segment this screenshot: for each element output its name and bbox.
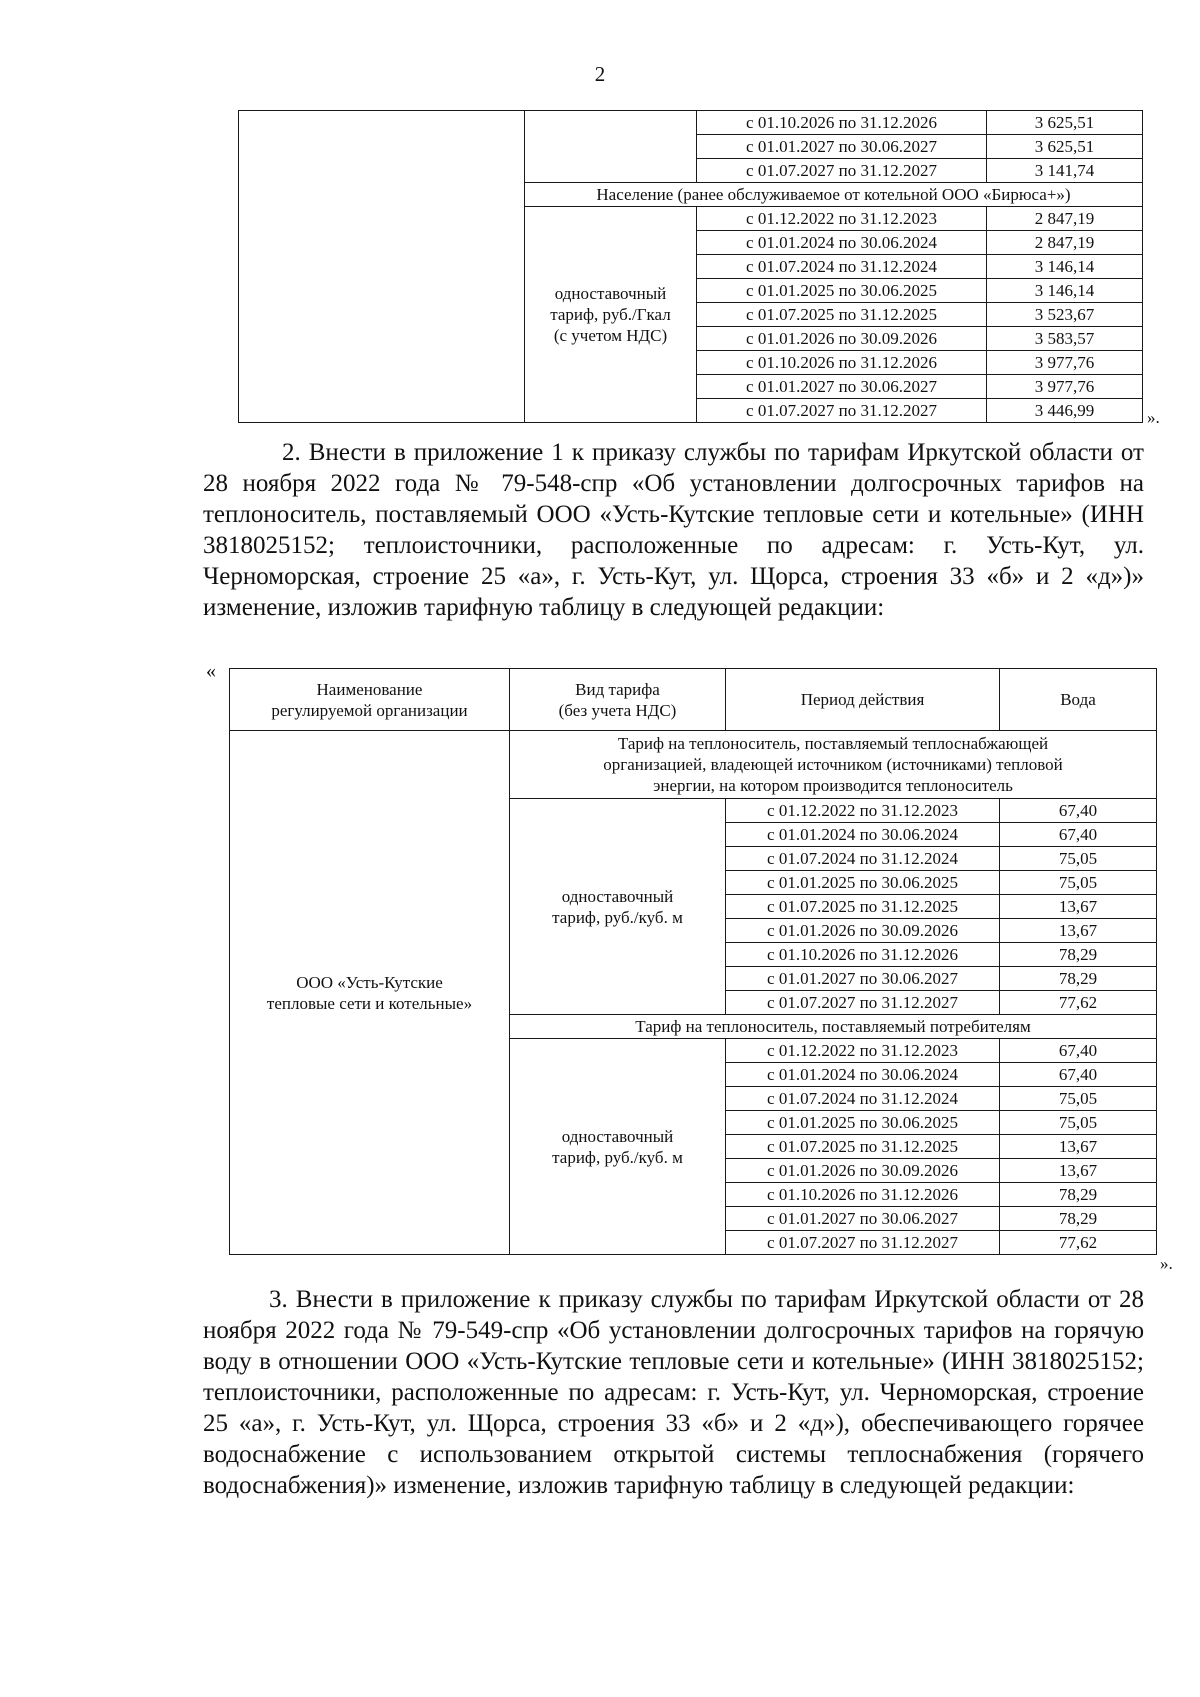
period-cell: с 01.12.2022 по 31.12.2023 xyxy=(726,1039,1000,1063)
period-cell: с 01.10.2026 по 31.12.2026 xyxy=(726,943,1000,967)
org-name-cell xyxy=(230,731,510,1255)
value-cell: 67,40 xyxy=(1000,823,1157,847)
period-cell: с 01.12.2022 по 31.12.2023 xyxy=(697,207,987,231)
value-cell: 3 446,99 xyxy=(987,399,1143,423)
period-cell: с 01.01.2027 по 30.06.2027 xyxy=(697,135,987,159)
value-cell: 67,40 xyxy=(1000,1039,1157,1063)
tariff-table-heat xyxy=(238,110,1143,423)
value-cell: 78,29 xyxy=(1000,1183,1157,1207)
section-row xyxy=(230,731,1157,799)
period-cell: с 01.07.2024 по 31.12.2024 xyxy=(697,255,987,279)
period-cell: с 01.01.2025 по 30.06.2025 xyxy=(726,871,1000,895)
paragraph-3: 3. Внести в приложение к приказу службы по тарифам Иркутской области от 28 ноября 2022 года № 79-549-спр «Об установлении долгосрочных тарифов на горячую воду в отношении ООО «Усть-Кутские тепловые сети и котельные» (ИНН 3818025152; теплоисточники, расположенные по адресам: г. Усть-Кут, ул. Черноморская, строение 25 «а», г. Усть-Кут, ул. Щорса, строения 33 «б» и 2 «д»), обеспечивающего горячее водоснабжение с использованием открытой системы теплоснабжения (горячего водоснабжения)» изменение, изложив тарифную таблицу в следующей редакции: xyxy=(203,1286,1144,1499)
section-title-2: Тариф на теплоноситель, поставляемый потребителям xyxy=(510,1015,1157,1039)
tariff-type-cell xyxy=(510,1039,726,1255)
value-cell: 78,29 xyxy=(1000,967,1157,991)
value-cell: 2 847,19 xyxy=(987,231,1143,255)
org-cell-empty xyxy=(239,111,525,423)
value-cell: 75,05 xyxy=(1000,1111,1157,1135)
tariff-table-heat-carrier xyxy=(229,668,1157,1255)
tariff-type-line: одноставочный xyxy=(561,886,674,906)
period-cell: с 01.01.2026 по 30.09.2026 xyxy=(726,919,1000,943)
header-period: Период действия xyxy=(726,669,1000,731)
period-cell: с 01.01.2027 по 30.06.2027 xyxy=(726,967,1000,991)
value-cell: 75,05 xyxy=(1000,871,1157,895)
tariff-type-line: одноставочный xyxy=(561,1126,674,1146)
header-type-line: (без учета НДС) xyxy=(558,700,677,720)
header-org-line: Наименование xyxy=(316,679,423,699)
value-cell: 77,62 xyxy=(1000,1231,1157,1255)
period-cell: с 01.01.2024 по 30.06.2024 xyxy=(726,823,1000,847)
section-title-1 xyxy=(510,731,1157,799)
section-title-population: Население (ранее обслуживаемое от котельной ООО «Бирюса+») xyxy=(525,183,1143,207)
period-cell: с 01.01.2025 по 30.06.2025 xyxy=(697,279,987,303)
tariff-type-line: (с учетом НДС) xyxy=(553,326,668,345)
value-cell: 13,67 xyxy=(1000,919,1157,943)
period-cell: с 01.01.2024 по 30.06.2024 xyxy=(697,231,987,255)
tariff-type-line: тариф, руб./Гкал xyxy=(550,305,671,324)
type-cell-empty xyxy=(525,111,697,183)
tariff-type-line: одноставочный xyxy=(554,284,667,303)
period-cell: с 01.01.2026 по 30.09.2026 xyxy=(726,1159,1000,1183)
page-number: 2 xyxy=(594,62,606,86)
value-cell: 13,67 xyxy=(1000,895,1157,919)
tariff-type-line: тариф, руб./куб. м xyxy=(552,907,683,927)
value-cell: 3 977,76 xyxy=(987,375,1143,399)
opening-quote-table2: « xyxy=(206,660,216,682)
period-cell: с 01.12.2022 по 31.12.2023 xyxy=(726,799,1000,823)
period-cell: с 01.07.2025 по 31.12.2025 xyxy=(726,1135,1000,1159)
value-cell: 3 977,76 xyxy=(987,351,1143,375)
value-cell: 78,29 xyxy=(1000,1207,1157,1231)
table-row xyxy=(239,111,1143,135)
period-cell: с 01.07.2027 по 31.12.2027 xyxy=(726,991,1000,1015)
period-cell: с 01.01.2024 по 30.06.2024 xyxy=(726,1063,1000,1087)
period-cell: с 01.01.2027 по 30.06.2027 xyxy=(697,375,987,399)
period-cell: с 01.07.2027 по 31.12.2027 xyxy=(697,399,987,423)
period-cell: с 01.07.2025 по 31.12.2025 xyxy=(726,895,1000,919)
period-cell: с 01.07.2027 по 31.12.2027 xyxy=(726,1231,1000,1255)
period-cell: с 01.10.2026 по 31.12.2026 xyxy=(726,1183,1000,1207)
header-row xyxy=(230,669,1157,731)
period-cell: с 01.10.2026 по 31.12.2026 xyxy=(697,111,987,135)
section-1-line: энергии, на котором производится теплоноситель xyxy=(653,776,1013,795)
header-value: Вода xyxy=(1000,669,1157,731)
value-cell: 13,67 xyxy=(1000,1159,1157,1183)
value-cell: 13,67 xyxy=(1000,1135,1157,1159)
section-1-line: Тариф на теплоноситель, поставляемый теплоснабжающей xyxy=(617,734,1049,753)
period-cell: с 01.01.2026 по 30.09.2026 xyxy=(697,327,987,351)
value-cell: 3 583,57 xyxy=(987,327,1143,351)
header-org xyxy=(230,669,510,731)
value-cell: 2 847,19 xyxy=(987,207,1143,231)
header-tariff-type xyxy=(510,669,726,731)
header-type-line: Вид тарифа xyxy=(575,679,660,699)
period-cell: с 01.07.2027 по 31.12.2027 xyxy=(697,159,987,183)
section-1-line: организацией, владеющей источником (источниками) тепловой xyxy=(603,755,1063,774)
value-cell: 3 625,51 xyxy=(987,111,1143,135)
value-cell: 3 146,14 xyxy=(987,255,1143,279)
tariff-type-cell xyxy=(525,207,697,423)
value-cell: 3 146,14 xyxy=(987,279,1143,303)
closing-quote-table1: ». xyxy=(1147,408,1160,427)
value-cell: 75,05 xyxy=(1000,847,1157,871)
tariff-type-cell xyxy=(510,799,726,1015)
paragraph-2: 2. Внести в приложение 1 к приказу службы по тарифам Иркутской области от 28 ноября 2022 года № 79-548-спр «Об установлении долгосрочных тарифов на теплоноситель, поставляемый ООО «Усть-Кутские тепловые сети и котельные» (ИНН 3818025152; теплоисточники, расположенные по адресам: г. Усть-Кут, ул. Черноморская, строение 25 «а», г. Усть-Кут, ул. Щорса, строения 33 «б» и 2 «д»)» изменение, изложив тарифную таблицу в следующей редакции: xyxy=(203,439,1144,621)
org-name-line: тепловые сети и котельные» xyxy=(266,993,473,1013)
value-cell: 75,05 xyxy=(1000,1087,1157,1111)
value-cell: 3 523,67 xyxy=(987,303,1143,327)
period-cell: с 01.01.2025 по 30.06.2025 xyxy=(726,1111,1000,1135)
value-cell: 3 625,51 xyxy=(987,135,1143,159)
value-cell: 77,62 xyxy=(1000,991,1157,1015)
period-cell: с 01.10.2026 по 31.12.2026 xyxy=(697,351,987,375)
closing-quote-table2: ». xyxy=(1160,1254,1173,1273)
tariff-type-line: тариф, руб./куб. м xyxy=(552,1147,683,1167)
period-cell: с 01.01.2027 по 30.06.2027 xyxy=(726,1207,1000,1231)
period-cell: с 01.07.2025 по 31.12.2025 xyxy=(697,303,987,327)
period-cell: с 01.07.2024 по 31.12.2024 xyxy=(726,847,1000,871)
value-cell: 3 141,74 xyxy=(987,159,1143,183)
value-cell: 78,29 xyxy=(1000,943,1157,967)
org-name-line: ООО «Усть-Кутские xyxy=(296,972,443,992)
header-org-line: регулируемой организации xyxy=(271,700,468,720)
value-cell: 67,40 xyxy=(1000,799,1157,823)
value-cell: 67,40 xyxy=(1000,1063,1157,1087)
period-cell: с 01.07.2024 по 31.12.2024 xyxy=(726,1087,1000,1111)
